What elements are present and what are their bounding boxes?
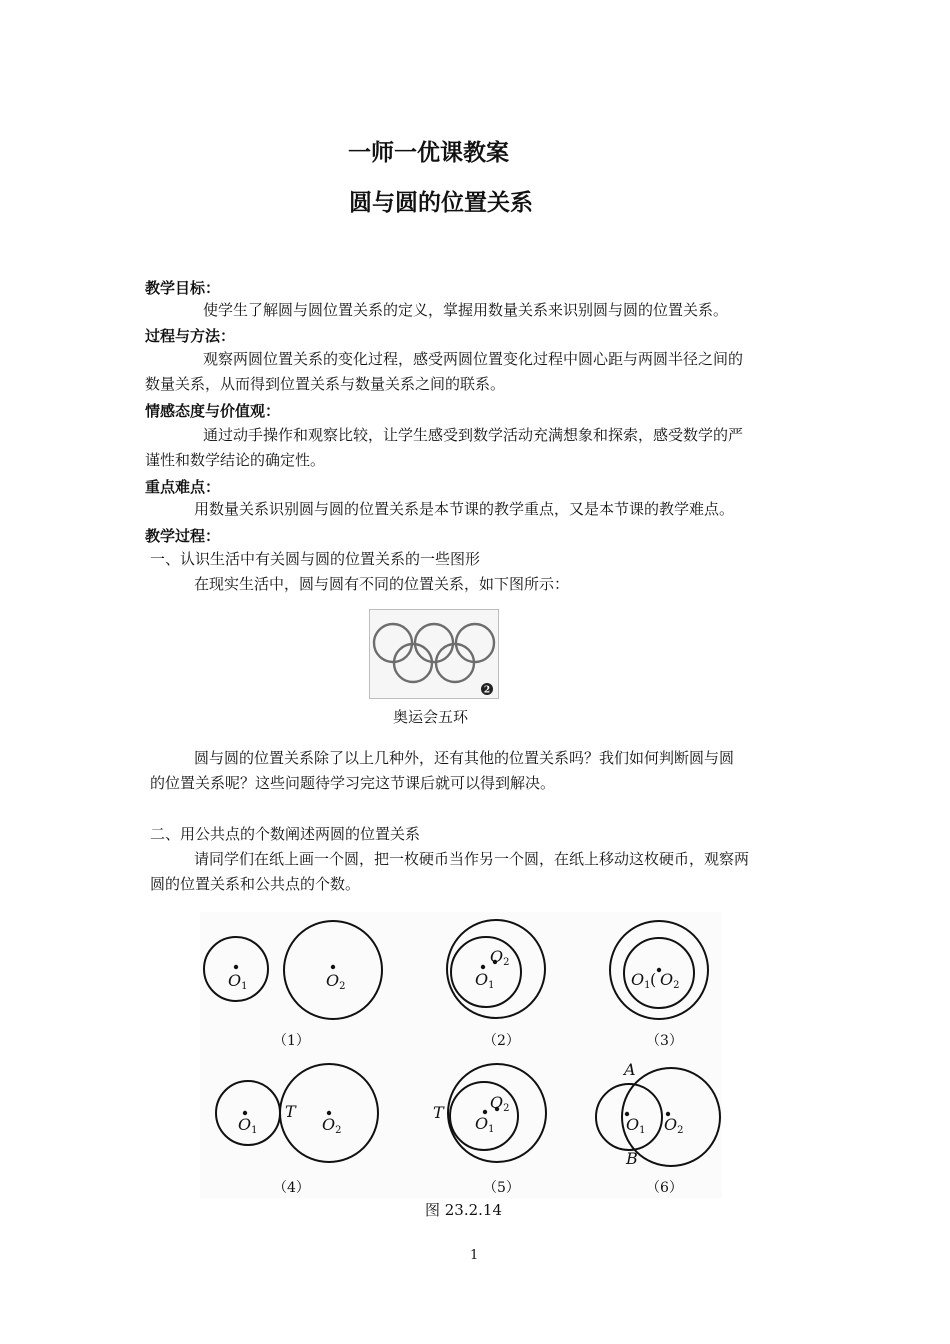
fig6-label-a: A bbox=[624, 1060, 636, 1079]
fig1-label-o1: O1 bbox=[228, 971, 248, 992]
fig5-label-t: T bbox=[433, 1103, 444, 1122]
method-line-2: 数量关系，从而得到位置关系与数量关系之间的联系。 bbox=[145, 375, 506, 393]
fig4-circle-o1 bbox=[216, 1081, 280, 1145]
ring-3 bbox=[456, 624, 494, 662]
emotion-line-1: 通过动手操作和观察比较，让学生感受到数学活动充满想象和探索，感受数学的严 bbox=[203, 426, 744, 444]
fig3-label-o2: O2 bbox=[660, 970, 680, 991]
page-title: 一师一优课教案 bbox=[348, 140, 509, 166]
step1-text: 在现实生活中，圆与圆有不同的位置关系，如下图所示： bbox=[194, 575, 570, 593]
fig1-center-o2 bbox=[331, 965, 335, 969]
para-line-1: 圆与圆的位置关系除了以上几种外，还有其他的位置关系吗？我们如何判断圆与圆 bbox=[194, 749, 735, 767]
method-heading: 过程与方法： bbox=[145, 327, 236, 345]
method-line-1: 观察两圆位置关系的变化过程，感受两圆位置变化过程中圆心距与两圆半径之间的 bbox=[203, 350, 744, 368]
fig2-circle-outer bbox=[447, 920, 545, 1018]
fig3-paren: ( bbox=[650, 970, 657, 989]
fig5-label-o2: O2 bbox=[490, 1093, 510, 1114]
badge-number: 2 bbox=[483, 685, 491, 696]
fig1-center-o1 bbox=[234, 965, 238, 969]
fig1-circle-o2 bbox=[284, 921, 382, 1019]
fig4-label-o1: O1 bbox=[238, 1115, 258, 1136]
para-line-2: 的位置关系呢？这些问题待学习完这节课后就可以得到解决。 bbox=[150, 774, 556, 792]
figure-caption: 图 23.2.14 bbox=[425, 1201, 503, 1219]
fig-label-4: （4） bbox=[273, 1180, 310, 1196]
ring-1 bbox=[374, 624, 412, 662]
fig2-label-o1: O1 bbox=[475, 970, 495, 991]
step1-title: 一、认识生活中有关圆与圆的位置关系的一些图形 bbox=[150, 550, 481, 568]
step2-title: 二、用公共点的个数阐述两圆的位置关系 bbox=[150, 825, 421, 843]
goal-heading: 教学目标： bbox=[145, 279, 221, 297]
fig4-label-o2: O2 bbox=[322, 1115, 342, 1136]
page-number: 1 bbox=[470, 1248, 479, 1263]
fig3-label-o1: O1 bbox=[631, 970, 651, 991]
rings-caption: 奥运会五环 bbox=[393, 708, 469, 726]
fig-label-2: （2） bbox=[483, 1033, 520, 1049]
fig-label-6: （6） bbox=[646, 1180, 683, 1196]
ring-5 bbox=[436, 644, 474, 682]
step2-line-1: 请同学们在纸上画一个圆，把一枚硬币当作另一个圆，在纸上移动这枚硬币，观察两 bbox=[194, 850, 750, 868]
emotion-heading: 情感态度与价值观： bbox=[145, 402, 281, 420]
fig2-center-o1 bbox=[481, 965, 485, 969]
fig-label-5: （5） bbox=[483, 1180, 520, 1196]
olympic-rings-image bbox=[369, 609, 499, 699]
fig-label-1: （1） bbox=[273, 1033, 310, 1049]
fig5-label-o1: O1 bbox=[475, 1114, 495, 1135]
key-text: 用数量关系识别圆与圆的位置关系是本节课的教学重点，又是本节课的教学难点。 bbox=[194, 500, 735, 518]
fig4-label-t: T bbox=[285, 1102, 296, 1121]
step2-line-2: 圆的位置关系和公共点的个数。 bbox=[150, 875, 361, 893]
emotion-line-2: 谨性和数学结论的确定性。 bbox=[145, 451, 326, 469]
olympic-rings-drawing bbox=[370, 610, 498, 698]
circle-positions-drawing bbox=[200, 912, 722, 1198]
ring-2 bbox=[415, 624, 453, 662]
page-subtitle: 圆与圆的位置关系 bbox=[349, 190, 533, 216]
process-heading: 教学过程： bbox=[145, 527, 221, 545]
goal-text: 使学生了解圆与圆位置关系的定义，掌握用数量关系来识别圆与圆的位置关系。 bbox=[203, 301, 729, 319]
fig6-label-b: B bbox=[626, 1149, 638, 1168]
fig6-label-o1: O1 bbox=[626, 1115, 646, 1136]
fig2-label-o2: O2 bbox=[490, 947, 510, 968]
circle-positions-figure bbox=[200, 912, 722, 1198]
ring-4 bbox=[394, 644, 432, 682]
fig-label-3: （3） bbox=[646, 1033, 683, 1049]
fig1-label-o2: O2 bbox=[326, 971, 346, 992]
fig6-label-o2: O2 bbox=[664, 1115, 684, 1136]
key-heading: 重点难点： bbox=[145, 478, 221, 496]
